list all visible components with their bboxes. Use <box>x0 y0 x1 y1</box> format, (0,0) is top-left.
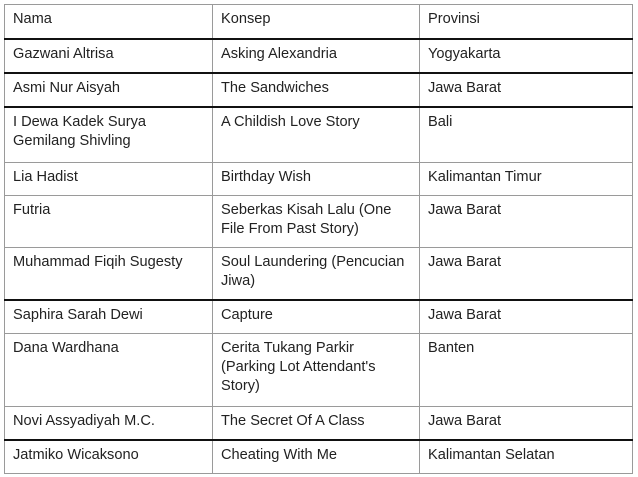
cell-provinsi: Yogyakarta <box>420 39 633 73</box>
cell-konsep: Capture <box>213 300 420 334</box>
cell-nama: Gazwani Altrisa <box>5 39 213 73</box>
cell-nama: Asmi Nur Aisyah <box>5 73 213 107</box>
cell-provinsi: Jawa Barat <box>420 196 633 248</box>
cell-konsep: A Childish Love Story <box>213 107 420 163</box>
cell-provinsi: Kalimantan Timur <box>420 163 633 196</box>
cell-nama: Jatmiko Wicaksono <box>5 440 213 474</box>
table-row <box>5 163 633 196</box>
cell-konsep: The Sandwiches <box>213 73 420 107</box>
table-row <box>5 196 633 248</box>
cell-provinsi: Kalimantan Selatan <box>420 440 633 474</box>
cell-nama: Futria <box>5 196 213 248</box>
cell-konsep: Cerita Tukang Parkir (Parking Lot Attendant's Story) <box>213 334 420 407</box>
cell-konsep: Seberkas Kisah Lalu (One File From Past Story) <box>213 196 420 248</box>
cell-nama: Muhammad Fiqih Sugesty <box>5 248 213 301</box>
table-row <box>5 334 633 407</box>
participants-table <box>4 4 633 474</box>
table-row <box>5 39 633 73</box>
cell-nama: Lia Hadist <box>5 163 213 196</box>
table-row <box>5 300 633 334</box>
header-nama: Nama <box>5 5 213 40</box>
table-row <box>5 407 633 441</box>
header-konsep: Konsep <box>213 5 420 40</box>
cell-konsep: The Secret Of A Class <box>213 407 420 441</box>
cell-provinsi: Jawa Barat <box>420 300 633 334</box>
table-row <box>5 248 633 301</box>
table-row <box>5 73 633 107</box>
table-row <box>5 440 633 474</box>
table-row <box>5 107 633 163</box>
header-provinsi: Provinsi <box>420 5 633 40</box>
cell-konsep: Birthday Wish <box>213 163 420 196</box>
cell-nama: Saphira Sarah Dewi <box>5 300 213 334</box>
cell-provinsi: Jawa Barat <box>420 248 633 301</box>
cell-konsep: Cheating With Me <box>213 440 420 474</box>
table-header-row <box>5 5 633 40</box>
cell-konsep: Asking Alexandria <box>213 39 420 73</box>
cell-nama: Novi Assyadiyah M.C. <box>5 407 213 441</box>
cell-provinsi: Jawa Barat <box>420 73 633 107</box>
cell-konsep: Soul Laundering (Pencucian Jiwa) <box>213 248 420 301</box>
cell-provinsi: Bali <box>420 107 633 163</box>
cell-provinsi: Jawa Barat <box>420 407 633 441</box>
cell-nama: I Dewa Kadek Surya Gemilang Shivling <box>5 107 213 163</box>
cell-nama: Dana Wardhana <box>5 334 213 407</box>
cell-provinsi: Banten <box>420 334 633 407</box>
